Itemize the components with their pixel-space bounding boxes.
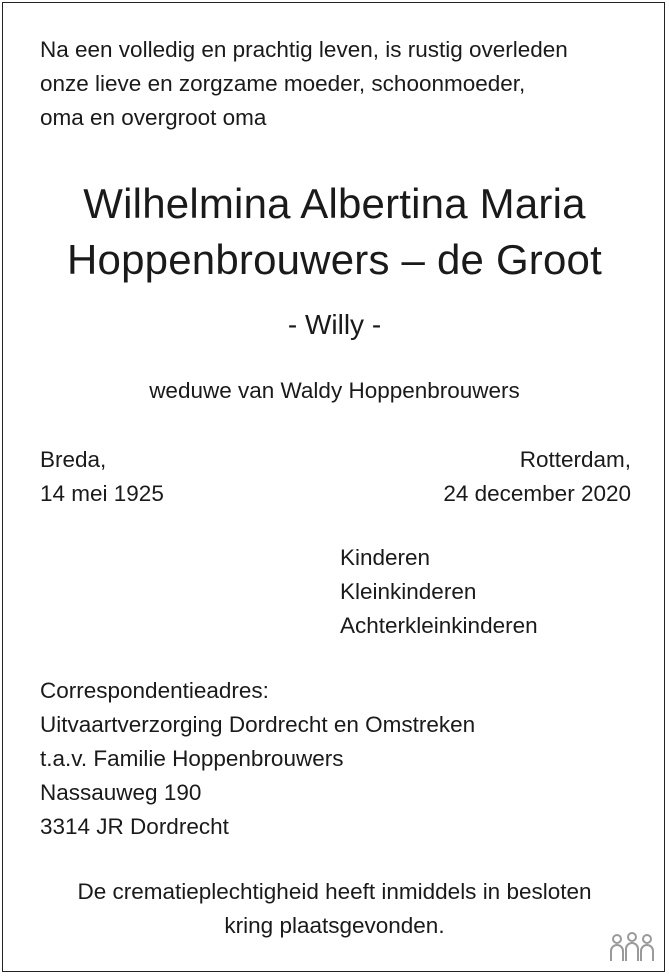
deceased-nickname: - Willy - — [287, 309, 382, 340]
correspondence-street: Nassauweg 190 — [40, 780, 202, 805]
deceased-name-line-2: Hoppenbrouwers – de Groot — [67, 236, 602, 283]
intro-line-2: onze lieve en zorgzame moeder, schoonmoeder, — [40, 71, 526, 96]
cremation-note-line-2: kring plaatsgevonden. — [224, 913, 445, 938]
family-children: Kinderen — [340, 545, 431, 570]
death-date: 24 december 2020 — [443, 481, 631, 506]
deceased-name-line-1: Wilhelmina Albertina Maria — [83, 180, 586, 227]
cremation-note-line-1: De crematieplechtigheid heeft inmiddels in besloten — [77, 879, 592, 904]
correspondence-postal-city: 3314 JR Dordrecht — [40, 814, 229, 839]
correspondence-heading: Correspondentieadres: — [40, 678, 269, 703]
intro-line-1: Na een volledig en prachtig leven, is rustig overleden — [40, 37, 568, 62]
correspondence-company: Uitvaartverzorging Dordrecht en Omstreken — [40, 712, 476, 737]
correspondence-attention: t.a.v. Familie Hoppenbrouwers — [40, 746, 344, 771]
family-grandchildren: Kleinkinderen — [340, 579, 477, 604]
intro-line-3: oma en overgroot oma — [40, 105, 267, 130]
people-group-icon — [609, 932, 655, 962]
family-great-grandchildren: Achterkleinkinderen — [340, 613, 538, 638]
death-place: Rotterdam, — [519, 447, 631, 472]
widow-of: weduwe van Waldy Hoppenbrouwers — [149, 378, 520, 403]
birth-date: 14 mei 1925 — [40, 481, 164, 506]
birth-place: Breda, — [40, 447, 107, 472]
